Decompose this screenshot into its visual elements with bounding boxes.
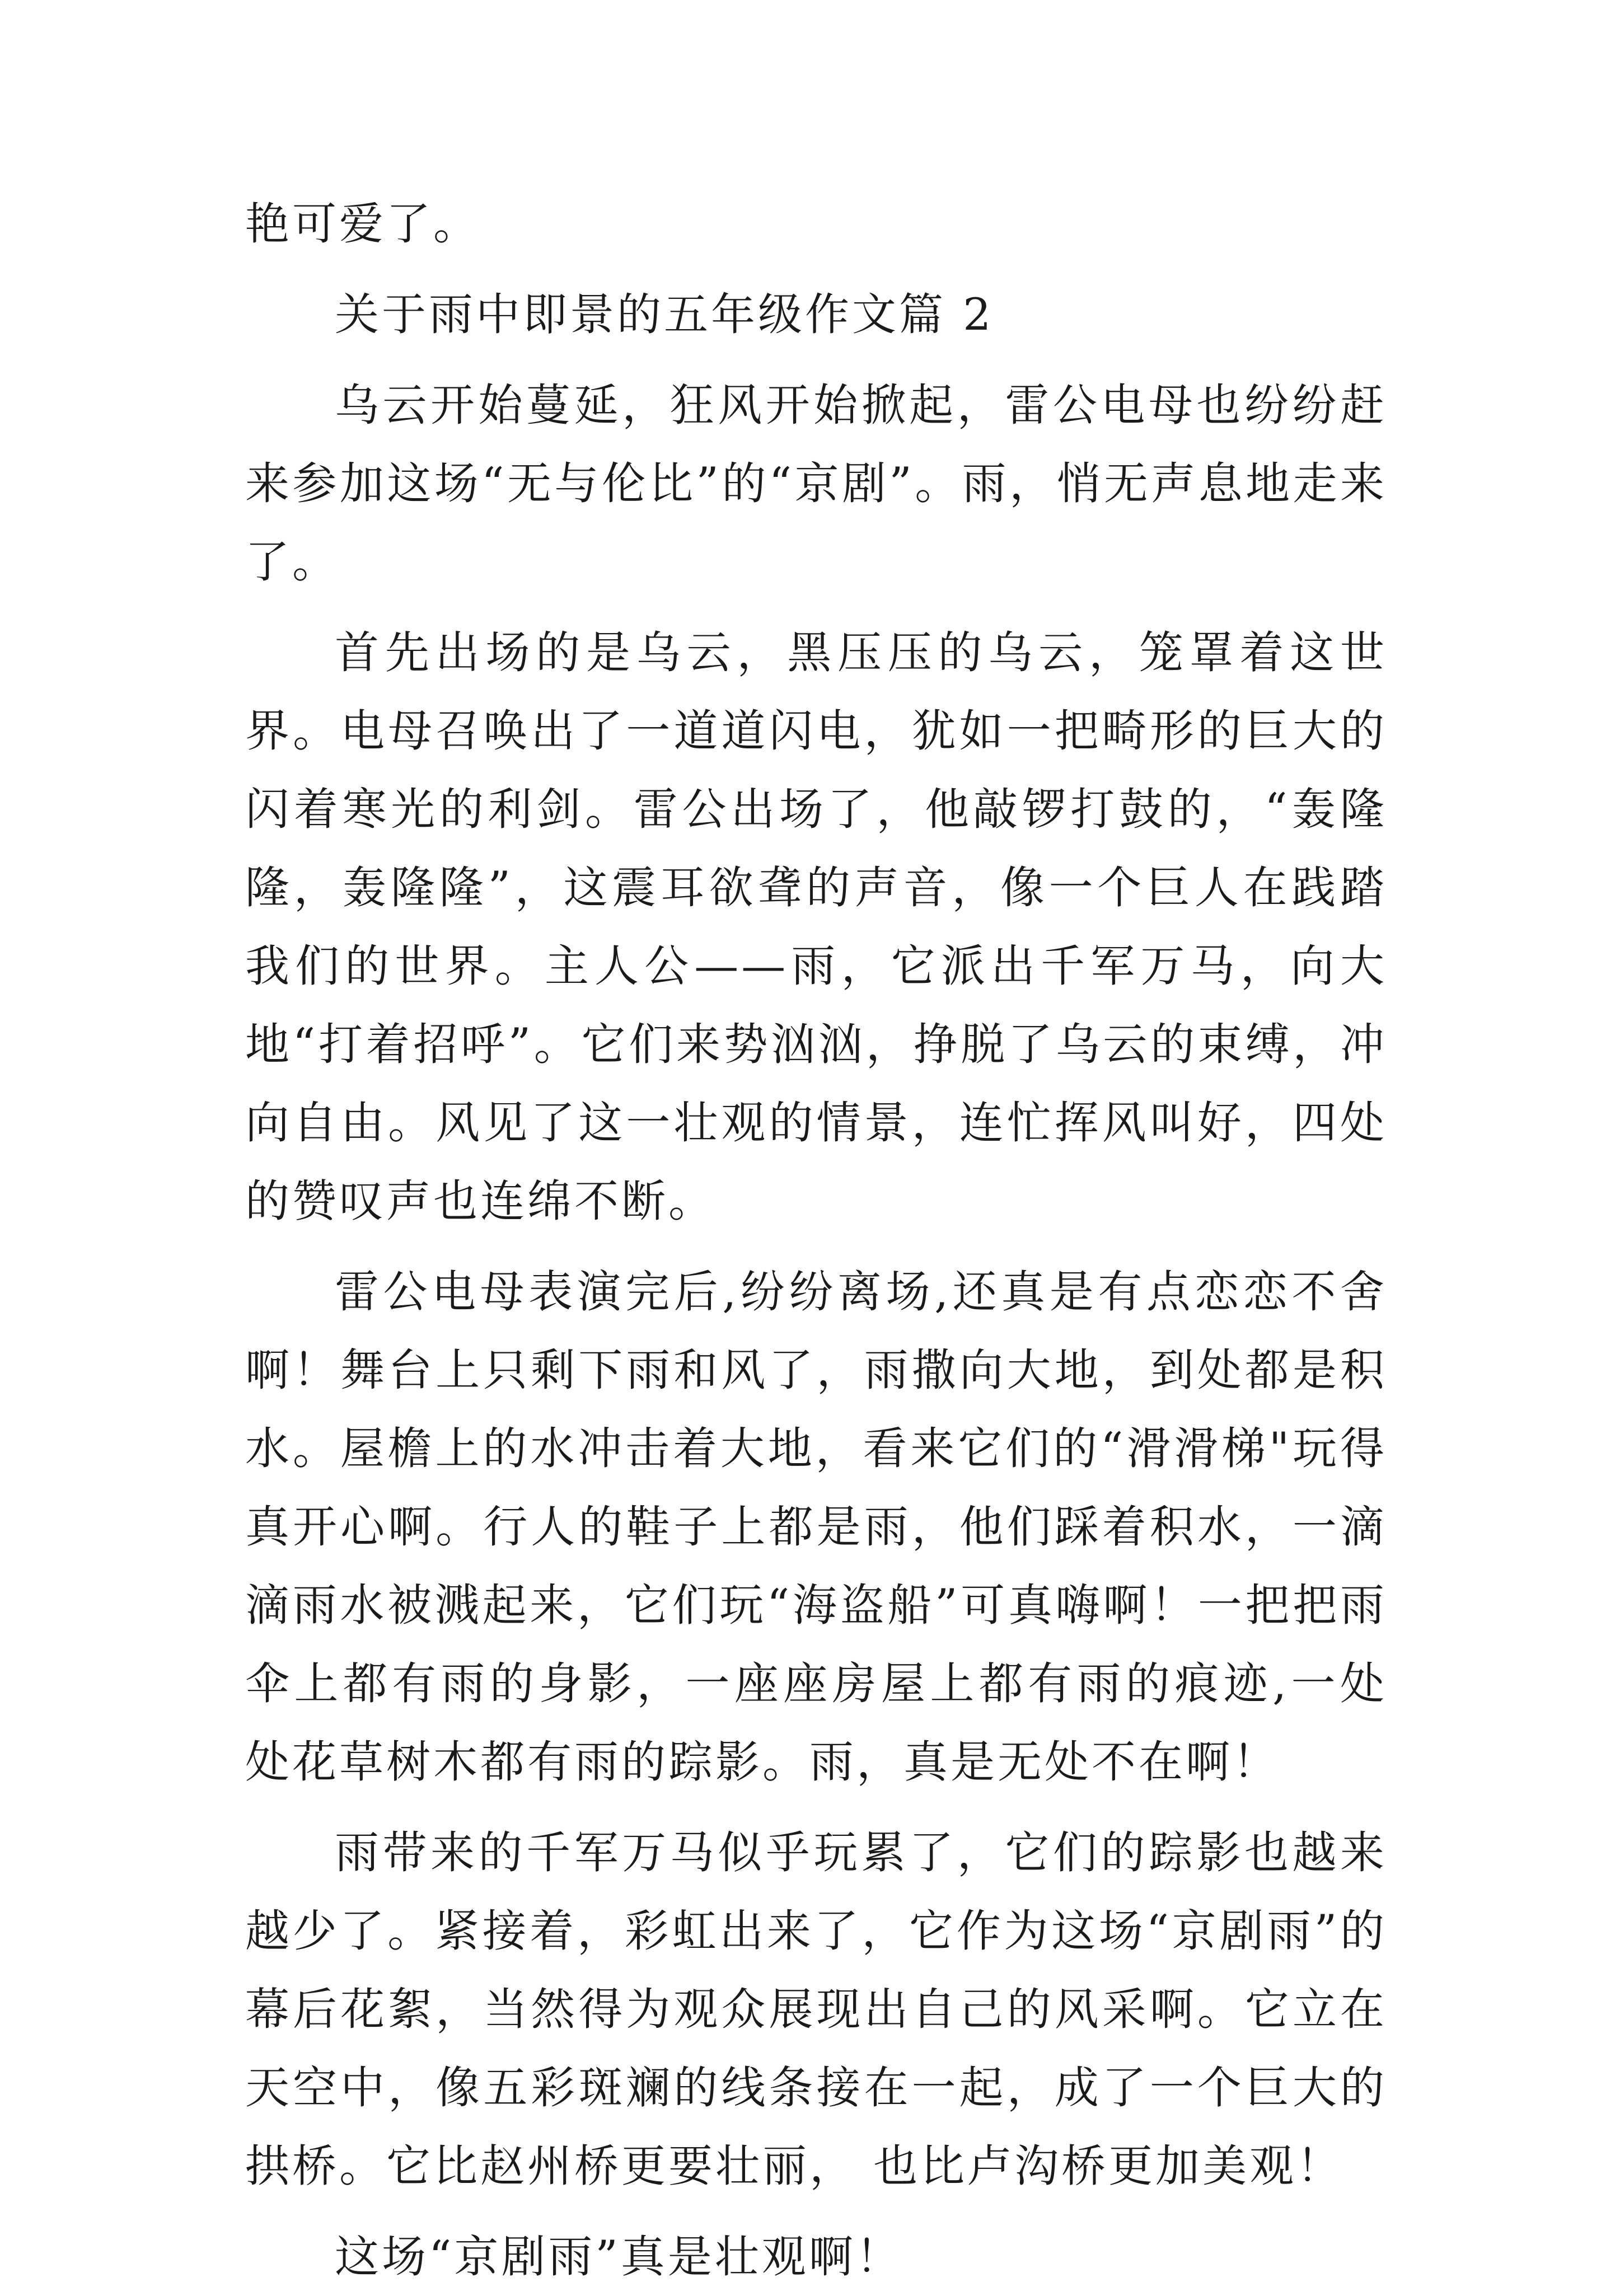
paragraph-2: 首先出场的是乌云，黑压压的乌云，笼罩着这世界。电母召唤出了一道道闪电，犹如一把畸形的巨大的闪着寒光的利剑。雷公出场了，他敲锣打鼓的，“轰隆隆，轰隆隆”，这震耳欲聋的声音，像一个巨人在践踏我们的世界。主人公——雨，它派出千军万马，向大地“打着招呼”。它们来势汹汹，挣脱了乌云的束缚，冲向自由。风见了这一壮观的情景，连忙挥风叫好，四处的赞叹声也连绵不断。 bbox=[245, 627, 1387, 1227]
paragraph-4: 雨带来的千军万马似乎玩累了，它们的踪影也越来越少了。紧接着，彩虹出来了，它作为这场“京剧雨”的幕后花絮，当然得为观众展现出自己的风采啊。它立在天空中，像五彩斑斓的线条接在一起，成了一个巨大的拱桥。它比赵州桥更要壮丽， 也比卢沟桥更加美观！ bbox=[245, 1827, 1387, 2192]
paragraph-5: 这场“京剧雨”真是壮观啊！ bbox=[335, 2231, 903, 2283]
continuation-line: 艳可爱了。 bbox=[245, 198, 480, 250]
paragraph-1: 乌云开始蔓延，狂风开始掀起，雷公电母也纷纷赶来参加这场“无与伦比”的“京剧”。雨，悄无声息地走来了。 bbox=[245, 379, 1387, 588]
document-body bbox=[245, 185, 1387, 2296]
essay-heading: 关于雨中即景的五年级作文篇 2 bbox=[335, 289, 994, 340]
paragraph-3: 雷公电母表演完后,纷纷离场,还真是有点恋恋不舍啊！舞台上只剩下雨和风了，雨撒向大地，到处都是积水。屋檐上的水冲击着大地，看来它们的“滑滑梯"玩得真开心啊。行人的鞋子上都是雨，他们踩着积水，一滴滴雨水被溅起来，它们玩“海盗船”可真嗨啊！一把把雨伞上都有雨的身影，一座座房屋上都有雨的痕迹,一处处花草树木都有雨的踪影。雨，真是无处不在啊！ bbox=[245, 1266, 1387, 1788]
